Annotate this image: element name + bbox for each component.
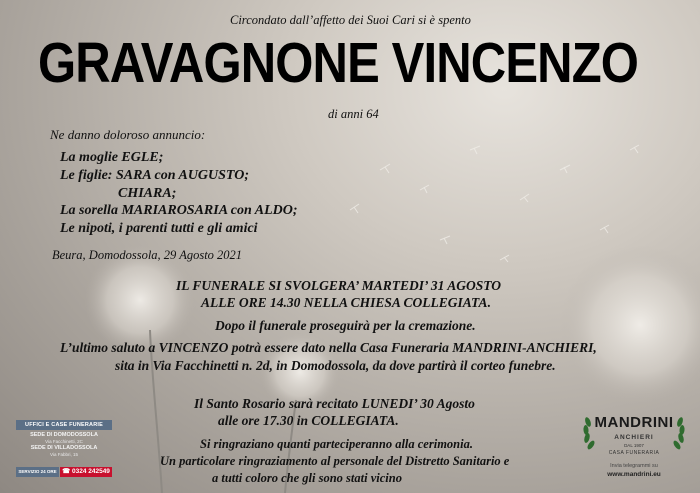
service-label: SERVIZIO 24 ORE [16,467,59,477]
brand-sub: ANCHIERI [614,434,654,441]
thanks-line: Si ringraziano quanti parteciperanno alla cerimonia. [200,437,473,451]
office-name: SEDE DI DOMODOSSOLA [30,432,98,438]
offices-band: UFFICI E CASE FUNERARIE [16,420,112,430]
funeral-line: ALLE ORE 14.30 NELLA CHIESA COLLEGIATA. [201,295,491,310]
dandelion-puff-right [560,245,700,405]
office-name: SEDE DI VILLADOSSOLA [30,445,98,451]
cremation-note: Dopo il funerale proseguirà per la cremazione. [215,318,476,333]
rosary-line: alle ore 17.30 in COLLEGIATA. [218,413,399,428]
mandrini-logo [582,410,686,484]
announcement-intro: Ne danno doloroso annuncio: [50,127,206,142]
thanks-line: Un particolare ringraziamento al personale del Distretto Sanitario e [160,454,510,468]
deceased-name: GRAVAGNONE VINCENZO [38,31,639,95]
funeral-offices-logo [16,420,112,478]
farewell-line: sita in Via Facchinetti n. 2d, in Domodossola, da dove partirà il corteo funebre. [115,358,556,373]
contact-strip [16,467,112,477]
funeral-line: IL FUNERALE SI SVOLGERA’ MARTEDI’ 31 AGOSTO [176,278,502,293]
brand-type: CASA FUNERARIA [608,450,660,456]
deceased-age: di anni 64 [328,107,379,121]
office-address: Via Facchinetti, 2C [45,439,83,444]
brand-name: MANDRINI [594,414,674,431]
relative-line: La sorella MARIAROSARIA con ALDO; [60,203,298,218]
relative-line: La moglie EGLE; [60,150,164,165]
relative-line: Le figlie: SARA con AUGUSTO; [60,168,250,183]
notice-header: Circondato dall’affetto dei Suoi Cari si è spento [230,13,471,27]
phone-number: ☎ 0324 242549 [60,467,112,477]
rosary-line: Il Santo Rosario sarà recitato LUNEDI’ 30 Agosto [194,396,475,411]
place-date: Beura, Domodossola, 29 Agosto 2021 [52,248,243,262]
floating-seeds [350,145,639,262]
thanks-line: a tutti coloro che gli sono stati vicino [212,471,402,485]
relative-line: CHIARA; [118,186,177,201]
relative-line: Le nipoti, i parenti tutti e gli amici [60,221,258,236]
brand-since: DAL 1907 [624,443,644,448]
telegram-note: Invia telegrammi su [610,463,658,469]
farewell-line: L’ultimo saluto a VINCENZO potrà essere dato nella Casa Funeraria MANDRINI-ANCHIERI, [60,340,597,355]
office-address: Via Fabbri, 15 [50,452,78,457]
website-link[interactable]: www.mandrini.eu [607,471,661,478]
